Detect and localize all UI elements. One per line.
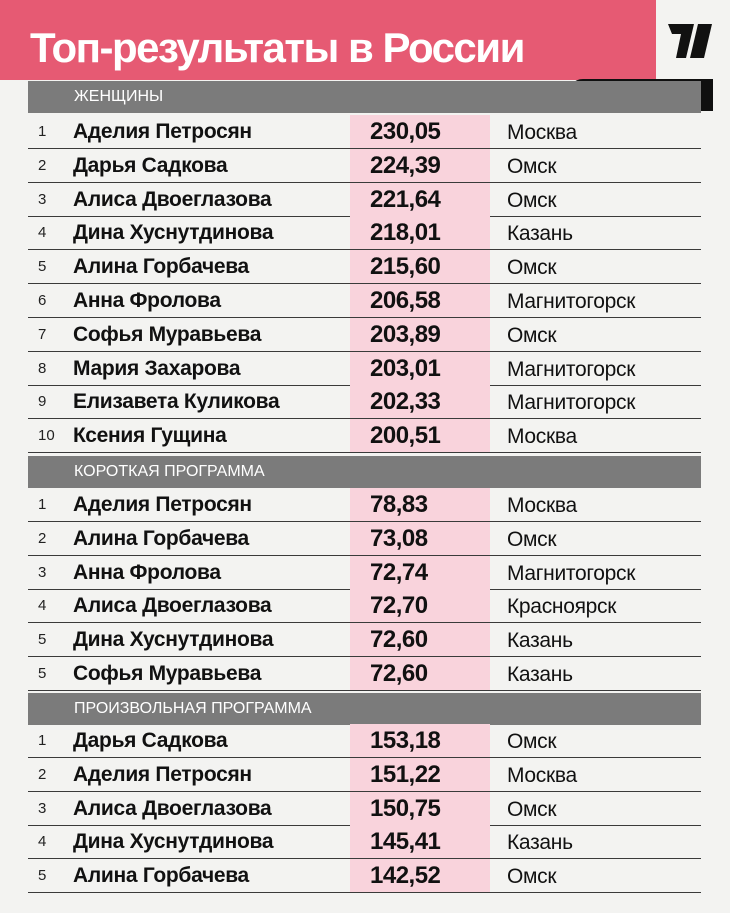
city-cell: Казань bbox=[507, 831, 573, 855]
city-cell: Магнитогорск bbox=[507, 561, 636, 585]
athlete-name-cell: Елизавета Куликова bbox=[73, 390, 280, 414]
athlete-name-cell: Дина Хуснутдинова bbox=[73, 221, 274, 245]
city-cell: Казань bbox=[507, 629, 573, 653]
section-header: КОРОТКАЯ ПРОГРАММА bbox=[28, 456, 701, 488]
table-row bbox=[28, 556, 701, 590]
rank-cell: 1 bbox=[38, 732, 47, 749]
score-cell: 203,89 bbox=[370, 320, 441, 348]
score-cell: 145,41 bbox=[370, 828, 441, 856]
rank-cell: 3 bbox=[38, 563, 47, 581]
rank-cell: 5 bbox=[38, 867, 47, 885]
score-cell: 72,60 bbox=[370, 660, 428, 687]
athlete-name-cell: Алина Горбачева bbox=[73, 864, 249, 888]
score-cell: 221,64 bbox=[370, 185, 441, 213]
city-cell: Омск bbox=[507, 154, 557, 178]
city-cell: Омск bbox=[507, 188, 557, 212]
athlete-name-cell: Аделия Петросян bbox=[73, 493, 252, 516]
section-header: ЖЕНЩИНЫ bbox=[28, 81, 701, 113]
rank-cell: 1 bbox=[38, 123, 47, 140]
rank-cell: 8 bbox=[38, 359, 47, 377]
city-cell: Москва bbox=[507, 494, 577, 517]
score-cell: 72,60 bbox=[370, 626, 428, 654]
rank-cell: 5 bbox=[38, 665, 47, 682]
rank-cell: 2 bbox=[38, 529, 47, 547]
table-row bbox=[28, 488, 701, 522]
rank-cell: 2 bbox=[38, 765, 47, 783]
athlete-name-cell: Алиса Двоеглазова bbox=[73, 594, 272, 618]
table-row bbox=[28, 589, 701, 623]
rank-cell: 1 bbox=[38, 496, 47, 513]
score-cell: 153,18 bbox=[370, 727, 441, 754]
score-cell: 151,22 bbox=[370, 760, 441, 788]
table-row bbox=[28, 657, 701, 691]
city-cell: Магнитогорск bbox=[507, 391, 636, 415]
rank-cell: 5 bbox=[38, 631, 47, 649]
athlete-name-cell: Алиса Двоеглазова bbox=[73, 796, 272, 820]
rank-cell: 2 bbox=[38, 156, 47, 174]
table-row bbox=[28, 216, 701, 250]
score-cell: 150,75 bbox=[370, 794, 441, 822]
rank-cell: 7 bbox=[38, 325, 47, 343]
city-cell: Казань bbox=[507, 222, 573, 246]
table-row bbox=[28, 318, 701, 352]
score-cell: 72,74 bbox=[370, 558, 428, 586]
athlete-name-cell: Аделия Петросян bbox=[73, 120, 252, 143]
city-cell: Магнитогорск bbox=[507, 357, 636, 381]
city-cell: Омск bbox=[507, 730, 557, 753]
page-title: Топ-результаты в России bbox=[30, 24, 524, 71]
table-row bbox=[28, 419, 701, 453]
header-banner bbox=[0, 0, 656, 80]
athlete-name-cell: Дина Хуснутдинова bbox=[73, 628, 274, 652]
city-cell: Красноярск bbox=[507, 595, 617, 619]
rank-cell: 4 bbox=[38, 833, 47, 851]
score-cell: 224,39 bbox=[370, 151, 441, 179]
table-row bbox=[28, 623, 701, 657]
score-cell: 218,01 bbox=[370, 219, 441, 247]
rank-cell: 4 bbox=[38, 224, 47, 242]
brand-logo-icon bbox=[668, 20, 712, 60]
table-row bbox=[28, 284, 701, 318]
city-cell: Омск bbox=[507, 323, 557, 347]
table-row bbox=[28, 825, 701, 859]
score-cell: 206,58 bbox=[370, 287, 441, 314]
city-cell: Омск bbox=[507, 797, 557, 821]
table-row bbox=[28, 758, 701, 792]
rank-cell: 3 bbox=[38, 799, 47, 817]
athlete-name-cell: Анна Фролова bbox=[73, 289, 221, 312]
athlete-name-cell: Алиса Двоеглазова bbox=[73, 187, 272, 211]
score-cell: 215,60 bbox=[370, 253, 441, 281]
athlete-name-cell: Дина Хуснутдинова bbox=[73, 830, 274, 854]
athlete-name-cell: Алина Горбачева bbox=[73, 526, 249, 550]
city-cell: Казань bbox=[507, 663, 573, 686]
table-row bbox=[28, 352, 701, 386]
city-cell: Москва bbox=[507, 425, 577, 449]
rank-cell: 10 bbox=[38, 427, 55, 445]
score-cell: 230,05 bbox=[370, 118, 441, 145]
score-cell: 78,83 bbox=[370, 491, 428, 518]
score-cell: 203,01 bbox=[370, 354, 441, 382]
city-cell: Омск bbox=[507, 865, 557, 889]
score-cell: 73,08 bbox=[370, 524, 428, 552]
table-row bbox=[28, 250, 701, 284]
rank-cell: 9 bbox=[38, 393, 47, 411]
rank-cell: 6 bbox=[38, 292, 47, 309]
city-cell: Москва bbox=[507, 763, 577, 787]
score-cell: 72,70 bbox=[370, 592, 428, 620]
table-row bbox=[28, 183, 701, 217]
score-cell: 142,52 bbox=[370, 862, 441, 890]
athlete-name-cell: Софья Муравьева bbox=[73, 662, 262, 685]
city-cell: Омск bbox=[507, 256, 557, 280]
athlete-name-cell: Мария Захарова bbox=[73, 356, 241, 380]
rank-cell: 4 bbox=[38, 597, 47, 615]
city-cell: Москва bbox=[507, 121, 577, 144]
score-cell: 200,51 bbox=[370, 422, 441, 450]
section-header: ПРОИЗВОЛЬНАЯ ПРОГРАММА bbox=[28, 693, 701, 725]
table-row bbox=[28, 859, 701, 893]
athlete-name-cell: Аделия Петросян bbox=[73, 762, 252, 786]
table-row bbox=[28, 522, 701, 556]
athlete-name-cell: Дарья Садкова bbox=[73, 153, 228, 177]
rank-cell: 3 bbox=[38, 190, 47, 208]
table-row bbox=[28, 792, 701, 826]
athlete-name-cell: Дарья Садкова bbox=[73, 729, 228, 752]
athlete-name-cell: Алина Горбачева bbox=[73, 255, 249, 279]
table-row bbox=[28, 149, 701, 183]
score-cell: 202,33 bbox=[370, 388, 441, 416]
table-row bbox=[28, 115, 701, 149]
city-cell: Магнитогорск bbox=[507, 290, 636, 313]
table-row bbox=[28, 724, 701, 758]
rank-cell: 5 bbox=[38, 258, 47, 276]
table-row bbox=[28, 385, 701, 419]
athlete-name-cell: Ксения Гущина bbox=[73, 424, 227, 448]
city-cell: Омск bbox=[507, 527, 557, 551]
athlete-name-cell: Софья Муравьева bbox=[73, 322, 262, 346]
athlete-name-cell: Анна Фролова bbox=[73, 560, 221, 584]
